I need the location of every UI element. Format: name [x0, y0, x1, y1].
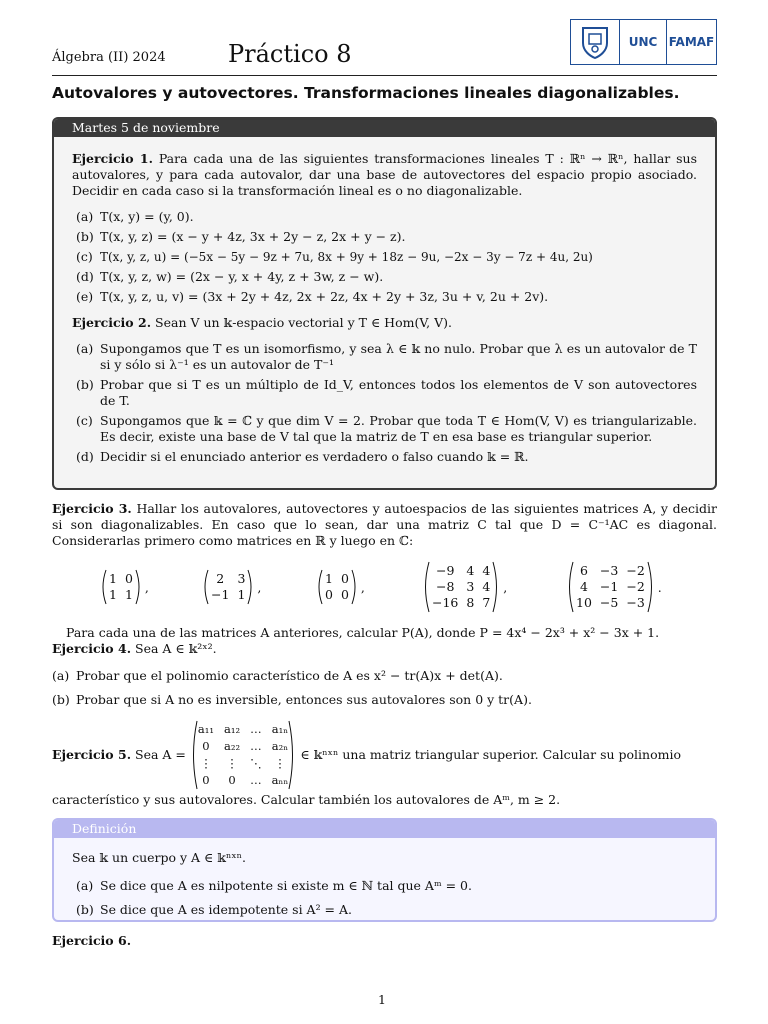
page-title: Práctico 8: [228, 40, 352, 68]
matrix-cell: ⋮: [200, 756, 212, 770]
matrix-cell: 1: [124, 587, 133, 602]
right-paren: [351, 569, 358, 605]
item-label: (d): [76, 449, 94, 464]
exercise-5-pre: Sea A =: [135, 747, 186, 762]
list-item: [72, 902, 697, 918]
matrix-separator: ,: [360, 579, 365, 595]
exercise-5-title: Ejercicio 5.: [52, 747, 132, 762]
item-label: (b): [52, 692, 70, 707]
logo: [570, 19, 717, 65]
matrix-cell: 4: [482, 579, 491, 594]
list-item: [72, 209, 697, 225]
item-text: T(x, y, z) = (x − y + 4z, 3x + 2y − z, 2x + y − z).: [100, 229, 406, 244]
matrix-cell: …: [250, 722, 262, 736]
definition-box: [52, 818, 717, 922]
tuesday-box: [52, 117, 717, 490]
item-text: Se dice que A es idempotente si A² = A.: [100, 902, 353, 917]
matrix-cell: 3: [237, 571, 246, 586]
matrix-4: [422, 561, 507, 613]
matrix-cell: 1: [237, 587, 246, 602]
matrix-cell: 4: [579, 579, 588, 594]
list-item: [72, 249, 697, 265]
definition-intro: Sea 𝕜 un cuerpo y A ∈ 𝕜ⁿˣⁿ.: [72, 850, 247, 865]
item-label: (b): [76, 902, 94, 917]
right-paren: [247, 569, 254, 605]
exercise-1-list: [72, 209, 697, 305]
matrix-cell: 10: [576, 595, 592, 610]
matrix-cell: 7: [482, 595, 491, 610]
item-label: (a): [76, 878, 94, 893]
matrix-cell: 3: [466, 579, 475, 594]
list-item: [52, 668, 717, 684]
matrix-2: [202, 569, 261, 605]
item-text: Decidir si el enunciado anterior es verdadero o falso cuando 𝕜 = ℝ.: [100, 449, 529, 464]
item-text: Probar que si T es un múltiplo de Id_V, entonces todos los elementos de V son autovectores de T.: [100, 377, 697, 408]
matrix-cell: ⋮: [274, 756, 286, 770]
exercise-4: [52, 641, 717, 657]
exercise-4-list: [52, 668, 717, 708]
matrix-cell: −2: [626, 579, 645, 594]
list-item: [72, 878, 697, 894]
matrix-cell: 4: [482, 563, 491, 578]
matrix-cell: −1: [599, 579, 619, 594]
exercise-3-text: Hallar los autovalores, autovectores y autoespacios de las siguientes matrices A, y decidir si son diagonalizables. En caso que lo sean, dar una matriz C tal que D = C⁻¹AC es diagonal. Considerarlas primero como matrices en ℝ y luego en ℂ:: [52, 501, 717, 548]
exercise-5-line2: característico y sus autovalores. Calcular también los autovalores de Aᵐ, m ≥ 2.: [52, 792, 561, 807]
exercise-3-matrices: [100, 565, 700, 615]
matrix-cell: −1: [211, 587, 230, 602]
item-text: Probar que el polinomio característico de A es x² − tr(A)x + det(A).: [76, 668, 503, 683]
matrix-cell: −16: [432, 595, 459, 610]
exercise-4-title: Ejercicio 4.: [52, 641, 132, 656]
matrix-cell: −2: [626, 563, 645, 578]
matrix-cell: a₂₂: [224, 739, 241, 753]
exercise-6: [52, 933, 717, 949]
list-item: [72, 341, 697, 373]
matrix-cell: −3: [626, 595, 645, 610]
matrix-cell: …: [250, 739, 262, 753]
matrix-separator: .: [657, 579, 662, 595]
item-label: (a): [76, 209, 94, 224]
matrix-cell: 0: [340, 571, 349, 586]
item-label: (a): [76, 341, 94, 356]
logo-unc: UNC: [620, 20, 667, 64]
item-text: T(x, y, z, u) = (−5x − 5y − 9z + 7u, 8x + 9y + 18z − 9u, −2x − 3y − 7z + 4u, 2u): [100, 250, 593, 264]
matrix-cell: −3: [599, 563, 619, 578]
matrix-cell: 0: [202, 739, 210, 753]
left-paren: [100, 569, 107, 605]
matrix-cell: a₁ₙ: [271, 722, 289, 736]
exercise-1-title: Ejercicio 1.: [72, 151, 153, 166]
item-text: T(x, y) = (y, 0).: [100, 209, 194, 224]
matrix-cell: −9: [435, 563, 455, 578]
matrix-cell: 0: [124, 571, 133, 586]
right-paren: [647, 561, 655, 613]
header-rule: [52, 75, 717, 76]
matrix-cell: aₙₙ: [271, 773, 289, 787]
right-paren: [135, 569, 142, 605]
matrix-cell: a₂ₙ: [271, 739, 289, 753]
item-label: (c): [76, 249, 93, 264]
list-item: [72, 413, 697, 445]
matrix-cell: 0: [325, 587, 333, 602]
tuesday-box-header: Martes 5 de noviembre: [54, 119, 715, 137]
subtitle: Autovalores y autovectores. Transformaciones lineales diagonalizables.: [52, 84, 680, 102]
matrix-separator: ,: [257, 579, 262, 595]
exercise-2-title: Ejercicio 2.: [72, 315, 152, 330]
exercise-2-text: Sean V un 𝕜-espacio vectorial y T ∈ Hom(V, V).: [155, 315, 452, 330]
matrix-cell: 2: [216, 571, 225, 586]
item-label: (b): [76, 377, 94, 392]
item-label: (c): [76, 413, 93, 428]
matrix-cell: ⋮: [226, 756, 238, 770]
left-paren: [190, 720, 198, 790]
matrix-3: [316, 569, 365, 605]
matrix-cell: −8: [435, 579, 455, 594]
list-item: [72, 269, 697, 285]
exercise-2: [72, 315, 697, 331]
list-item: [72, 289, 697, 305]
item-text: T(x, y, z, w) = (2x − y, x + 4y, z + 3w, z − w).: [100, 269, 384, 284]
item-text: Supongamos que 𝕜 = ℂ y que dim V = 2. Probar que toda T ∈ Hom(V, V) es triangularizable. Es decir, existe una base de V tal que la matriz de T en esa base es triangular superior.: [100, 413, 697, 444]
matrix-cell: …: [250, 773, 262, 787]
course-label: Álgebra (II) 2024: [52, 50, 166, 65]
list-item: [52, 692, 717, 708]
exercise-1: [72, 151, 697, 199]
item-text: Se dice que A es nilpotente si existe m ∈ ℕ tal que Aᵐ = 0.: [100, 878, 472, 893]
item-text: T(x, y, z, u, v) = (3x + 2y + 4z, 2x + 2z, 4x + 2y + 3z, 3u + v, 2u + 2v).: [100, 289, 549, 304]
matrix-cell: ⋱: [250, 756, 262, 770]
matrix-5: [566, 561, 662, 613]
list-item: [72, 449, 697, 465]
matrix-cell: 1: [109, 587, 117, 602]
exercise-5-post: ∈ 𝕜ⁿˣⁿ una matriz triangular superior. Calcular su polinomio: [300, 747, 681, 762]
item-text: Probar que si A no es inversible, entonces sus autovalores son 0 y tr(A).: [76, 692, 532, 707]
matrix-separator: ,: [503, 579, 508, 595]
logo-famaf: FAMAF: [668, 35, 715, 49]
left-paren: [566, 561, 574, 613]
exercise-1-text: Para cada una de las siguientes transformaciones lineales T : ℝⁿ → ℝⁿ, hallar sus autovalores, y para cada autovalor, dar una base de autovectores del espacio propio asociado. Decidir en cada caso si la transformación lineal es o no diagonalizable.: [72, 151, 698, 198]
definition-list: [72, 878, 697, 918]
exercise-6-title: Ejercicio 6.: [52, 933, 132, 948]
university-seal-icon: [571, 20, 620, 64]
matrix-cell: 0: [340, 587, 349, 602]
matrix-cell: 0: [202, 773, 210, 787]
left-paren: [422, 561, 430, 613]
item-text: Supongamos que T es un isomorfismo, y sea λ ∈ 𝕜 no nulo. Probar que λ es un autovalor de T si y sólo si λ⁻¹ es un autovalor de T⁻¹: [100, 341, 697, 372]
exercise-3: [52, 501, 717, 549]
item-label: (b): [76, 229, 94, 244]
left-paren: [316, 569, 323, 605]
matrix-cell: 8: [466, 595, 475, 610]
list-item: [72, 229, 697, 245]
exercise-3-followup: Para cada una de las matrices A anteriores, calcular P(A), donde P = 4x⁴ − 2x³ + x² − 3x + 1.: [66, 625, 660, 640]
matrix-cell: 1: [325, 571, 333, 586]
matrix-1: [100, 569, 149, 605]
matrix-cell: 0: [228, 773, 236, 787]
exercise-2-list: [72, 341, 697, 465]
matrix-separator: ,: [144, 579, 149, 595]
definition-box-header: Definición: [54, 820, 715, 838]
list-item: [72, 377, 697, 409]
right-paren: [492, 561, 500, 613]
matrix-cell: 6: [579, 563, 588, 578]
exercise-4-text: Sea A ∈ 𝕜²ˣ².: [135, 641, 217, 656]
right-paren: [288, 720, 296, 790]
matrix-cell: 1: [109, 571, 117, 586]
exercise-3-title: Ejercicio 3.: [52, 501, 132, 516]
exercise-5: [52, 720, 717, 810]
triangular-matrix: [190, 720, 296, 790]
item-label: (d): [76, 269, 94, 284]
page-number: 1: [378, 992, 386, 1007]
item-label: (a): [52, 668, 70, 683]
matrix-cell: −5: [599, 595, 619, 610]
matrix-cell: a₁₂: [224, 722, 241, 736]
left-paren: [202, 569, 209, 605]
matrix-cell: a₁₁: [197, 722, 214, 736]
matrix-cell: 4: [466, 563, 475, 578]
item-label: (e): [76, 289, 94, 304]
